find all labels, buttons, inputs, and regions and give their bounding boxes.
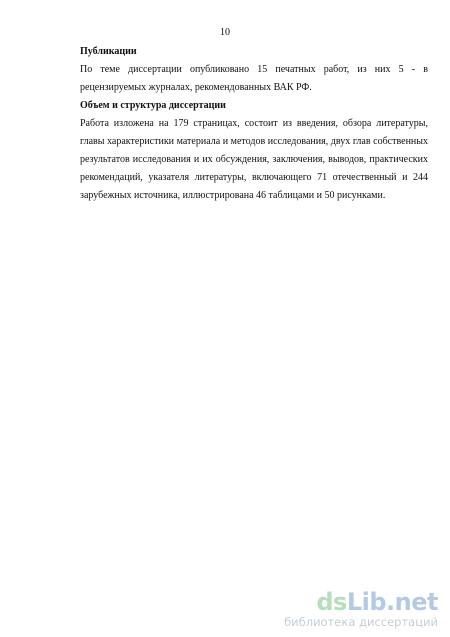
paragraph-line: рецензируемых журналах, рекомендованных ВАК РФ. bbox=[80, 82, 312, 93]
paragraph-line: Работа изложена на 179 страницах, состоит из введения, обзора литературы, bbox=[80, 118, 428, 129]
paragraph-line: результатов исследования и их обсуждения, заключения, выводов, практических bbox=[80, 154, 428, 165]
document-body bbox=[60, 43, 428, 205]
watermark-logo-ds: ds bbox=[316, 588, 347, 616]
watermark-logo-lib: Lib bbox=[346, 588, 387, 616]
section-heading-publications: Публикации bbox=[80, 46, 137, 57]
watermark-logo bbox=[284, 589, 438, 615]
paragraph-line: По теме диссертации опубликовано 15 печатных работ, из них 5 - в bbox=[80, 64, 428, 75]
section-heading-structure: Объем и структура диссертации bbox=[80, 100, 226, 111]
paragraph-line: главы характеристики материала и методов исследования, двух глав собственных bbox=[80, 136, 428, 147]
watermark bbox=[284, 589, 438, 629]
publications-paragraph bbox=[60, 61, 428, 97]
page-number: 10 bbox=[220, 27, 230, 38]
paragraph-line: рекомендаций, указателя литературы, включающего 71 отечественный и 244 bbox=[80, 172, 428, 183]
structure-paragraph bbox=[60, 115, 428, 205]
watermark-logo-net: .net bbox=[386, 588, 438, 616]
watermark-tagline: библиотека диссертаций bbox=[284, 615, 438, 629]
paragraph-line: зарубежных источника, иллюстрирована 46 таблицами и 50 рисунками. bbox=[80, 190, 386, 201]
